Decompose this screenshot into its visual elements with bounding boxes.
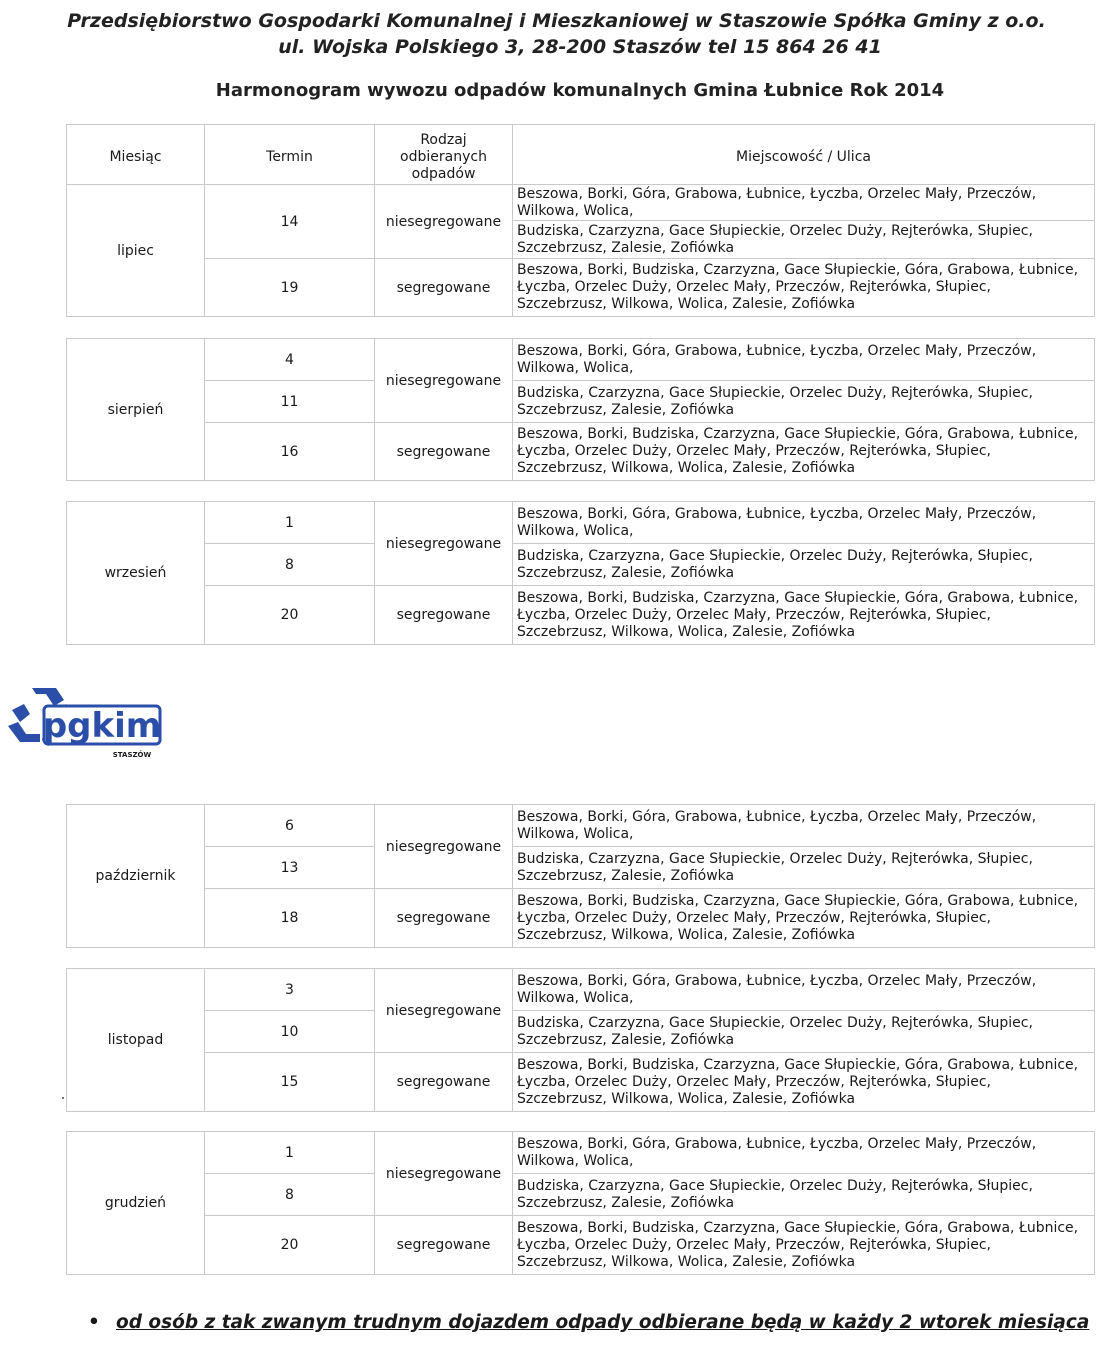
schedule-table-august bbox=[66, 338, 1095, 481]
places-cell: Beszowa, Borki, Budziska, Czarzyzna, Gace Słupieckie, Góra, Grabowa, Łubnice, Łyczba, Orzelec Duży, Orzelec Mały, Przeczów, Rejterówka, Słupiec, Szczebrzusz, Wilkowa, Wolica, Zalesie, Zofiówka bbox=[513, 586, 1095, 645]
logo-subtext: STASZÓW bbox=[112, 751, 152, 759]
places-cell: Beszowa, Borki, Góra, Grabowa, Łubnice, Łyczba, Orzelec Mały, Przeczów, Wilkowa, Wolica, bbox=[513, 339, 1095, 381]
places-cell: Budziska, Czarzyzna, Gace Słupieckie, Orzelec Duży, Rejterówka, Słupiec, Szczebrzusz, Zalesie, Zofiówka bbox=[513, 1174, 1095, 1216]
kind-cell: segregowane bbox=[375, 889, 513, 948]
term-cell: 16 bbox=[205, 423, 375, 481]
term-cell: 19 bbox=[205, 259, 375, 317]
logo-text: pgkim bbox=[42, 706, 162, 746]
month-cell: grudzień bbox=[67, 1132, 205, 1275]
schedule-table-november bbox=[66, 968, 1095, 1112]
bullet-marker: • bbox=[88, 1312, 100, 1333]
document-title: Harmonogram wywozu odpadów komunalnych Gmina Łubnice Rok 2014 bbox=[215, 80, 945, 101]
term-cell: 6 bbox=[205, 805, 375, 847]
places-cell: Beszowa, Borki, Budziska, Czarzyzna, Gace Słupieckie, Góra, Grabowa, Łubnice, Łyczba, Orzelec Duży, Orzelec Mały, Przeczów, Rejterówka, Słupiec, Szczebrzusz, Wilkowa, Wolica, Zalesie, Zofiówka bbox=[513, 1216, 1095, 1275]
places-cell: Beszowa, Borki, Góra, Grabowa, Łubnice, Łyczba, Orzelec Mały, Przeczów, Wilkowa, Wolica, bbox=[513, 185, 1095, 221]
term-cell: 13 bbox=[205, 847, 375, 889]
kind-cell: niesegregowane bbox=[375, 185, 513, 259]
schedule-table-october bbox=[66, 804, 1095, 948]
term-cell: 10 bbox=[205, 1011, 375, 1053]
footnote bbox=[88, 1310, 1098, 1336]
company-name: Przedsiębiorstwo Gospodarki Komunalnej i Mieszkaniowej w Staszowie Spółka Gminy z o.o. bbox=[67, 10, 1046, 32]
term-cell: 11 bbox=[205, 381, 375, 423]
month-cell: listopad bbox=[67, 969, 205, 1112]
kind-cell: segregowane bbox=[375, 259, 513, 317]
term-cell: 1 bbox=[205, 502, 375, 544]
places-cell: Budziska, Czarzyzna, Gace Słupieckie, Orzelec Duży, Rejterówka, Słupiec, Szczebrzusz, Zalesie, Zofiówka bbox=[513, 544, 1095, 586]
column-header-places: Miejscowość / Ulica bbox=[513, 125, 1095, 185]
places-cell: Budziska, Czarzyzna, Gace Słupieckie, Orzelec Duży, Rejterówka, Słupiec, Szczebrzusz, Zalesie, Zofiówka bbox=[513, 1011, 1095, 1053]
places-cell: Beszowa, Borki, Budziska, Czarzyzna, Gace Słupieckie, Góra, Grabowa, Łubnice, Łyczba, Orzelec Duży, Orzelec Mały, Przeczów, Rejterówka, Słupiec, Szczebrzusz, Wilkowa, Wolica, Zalesie, Zofiówka bbox=[513, 423, 1095, 481]
kind-cell: segregowane bbox=[375, 1053, 513, 1112]
kind-cell: niesegregowane bbox=[375, 502, 513, 586]
term-cell: 8 bbox=[205, 544, 375, 586]
month-cell: wrzesień bbox=[67, 502, 205, 645]
month-cell: lipiec bbox=[67, 185, 205, 317]
kind-cell: niesegregowane bbox=[375, 969, 513, 1053]
schedule-table-december bbox=[66, 1131, 1095, 1275]
places-cell: Budziska, Czarzyzna, Gace Słupieckie, Orzelec Duży, Rejterówka, Słupiec, Szczebrzusz, Zalesie, Zofiówka bbox=[513, 847, 1095, 889]
column-header-month: Miesiąc bbox=[67, 125, 205, 185]
column-header-term: Termin bbox=[205, 125, 375, 185]
company-address: ul. Wojska Polskiego 3, 28-200 Staszów tel 15 864 26 41 bbox=[278, 36, 882, 58]
places-cell: Beszowa, Borki, Góra, Grabowa, Łubnice, Łyczba, Orzelec Mały, Przeczów, Wilkowa, Wolica, bbox=[513, 969, 1095, 1011]
pgkim-logo bbox=[4, 682, 162, 764]
places-cell: Beszowa, Borki, Budziska, Czarzyzna, Gace Słupieckie, Góra, Grabowa, Łubnice, Łyczba, Orzelec Duży, Orzelec Mały, Przeczów, Rejterówka, Słupiec, Szczebrzusz, Wilkowa, Wolica, Zalesie, Zofiówka bbox=[513, 889, 1095, 948]
kind-cell: niesegregowane bbox=[375, 339, 513, 423]
scan-speck bbox=[62, 1097, 64, 1099]
term-cell: 3 bbox=[205, 969, 375, 1011]
kind-cell: segregowane bbox=[375, 1216, 513, 1275]
term-cell: 8 bbox=[205, 1174, 375, 1216]
term-cell: 14 bbox=[205, 185, 375, 259]
term-cell: 15 bbox=[205, 1053, 375, 1112]
kind-cell: niesegregowane bbox=[375, 1132, 513, 1216]
term-cell: 20 bbox=[205, 1216, 375, 1275]
kind-cell: segregowane bbox=[375, 423, 513, 481]
term-cell: 18 bbox=[205, 889, 375, 948]
term-cell: 20 bbox=[205, 586, 375, 645]
schedule-table-september bbox=[66, 501, 1095, 645]
month-cell: sierpień bbox=[67, 339, 205, 481]
term-cell: 1 bbox=[205, 1132, 375, 1174]
places-cell: Beszowa, Borki, Budziska, Czarzyzna, Gace Słupieckie, Góra, Grabowa, Łubnice, Łyczba, Orzelec Duży, Orzelec Mały, Przeczów, Rejterówka, Słupiec, Szczebrzusz, Wilkowa, Wolica, Zalesie, Zofiówka bbox=[513, 259, 1095, 317]
schedule-table-july bbox=[66, 124, 1095, 317]
places-cell: Beszowa, Borki, Góra, Grabowa, Łubnice, Łyczba, Orzelec Mały, Przeczów, Wilkowa, Wolica, bbox=[513, 1132, 1095, 1174]
places-cell: Beszowa, Borki, Budziska, Czarzyzna, Gace Słupieckie, Góra, Grabowa, Łubnice, Łyczba, Orzelec Duży, Orzelec Mały, Przeczów, Rejterówka, Słupiec, Szczebrzusz, Wilkowa, Wolica, Zalesie, Zofiówka bbox=[513, 1053, 1095, 1112]
places-cell: Budziska, Czarzyzna, Gace Słupieckie, Orzelec Duży, Rejterówka, Słupiec, Szczebrzusz, Zalesie, Zofiówka bbox=[513, 221, 1095, 259]
places-cell: Beszowa, Borki, Góra, Grabowa, Łubnice, Łyczba, Orzelec Mały, Przeczów, Wilkowa, Wolica, bbox=[513, 502, 1095, 544]
kind-cell: segregowane bbox=[375, 586, 513, 645]
kind-cell: niesegregowane bbox=[375, 805, 513, 889]
places-cell: Beszowa, Borki, Góra, Grabowa, Łubnice, Łyczba, Orzelec Mały, Przeczów, Wilkowa, Wolica, bbox=[513, 805, 1095, 847]
month-cell: październik bbox=[67, 805, 205, 948]
footnote-text: od osób z tak zwanym trudnym dojazdem odpady odbierane będą w każdy 2 wtorek miesiąca bbox=[116, 1312, 1090, 1333]
term-cell: 4 bbox=[205, 339, 375, 381]
column-header-kind: Rodzaj odbieranych odpadów bbox=[375, 125, 513, 185]
places-cell: Budziska, Czarzyzna, Gace Słupieckie, Orzelec Duży, Rejterówka, Słupiec, Szczebrzusz, Zalesie, Zofiówka bbox=[513, 381, 1095, 423]
